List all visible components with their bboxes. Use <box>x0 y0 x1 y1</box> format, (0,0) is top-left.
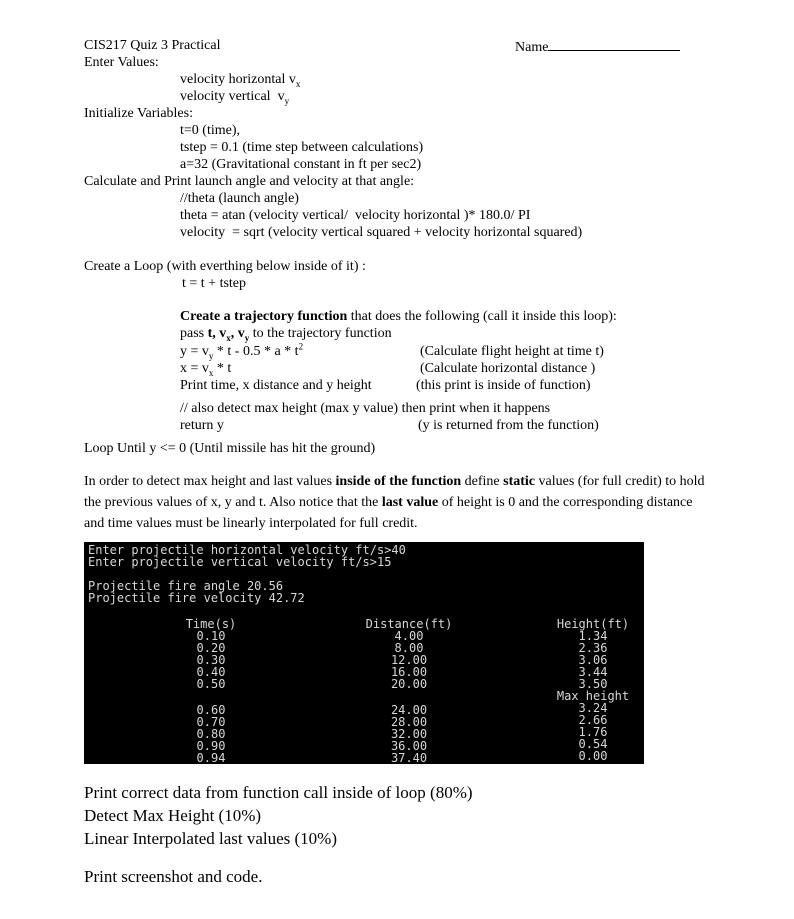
init-line: tstep = 0.1 (time step between calculations) <box>180 140 424 155</box>
console-fire-velocity: Projectile fire velocity 42.72 <box>88 591 305 605</box>
height-cell: 2.36 <box>578 641 608 655</box>
final-instruction: Print screenshot and code. <box>84 867 263 886</box>
height-cell: 2.66 <box>578 713 608 727</box>
distance-header: Distance(ft) <box>365 617 453 631</box>
x-equation-note: (Calculate horizontal distance ) <box>420 361 596 376</box>
y-equation-note: (Calculate flight height at time t) <box>420 344 604 359</box>
loop-heading: Create a Loop (with everthing below inside of it) : <box>84 259 366 274</box>
console-prompt-horizontal: Enter projectile horizontal velocity ft/s>40 <box>88 543 406 557</box>
distance-cell: 24.00 <box>390 703 428 717</box>
enter-values-heading: Enter Values: <box>84 55 159 70</box>
max-height-label: Max height <box>556 689 630 703</box>
distance-cell: 16.00 <box>390 665 428 679</box>
time-cell: 0.94 <box>196 751 226 764</box>
distance-cell: 20.00 <box>390 677 428 691</box>
height-cell: 1.34 <box>578 629 608 643</box>
init-line: t=0 (time), <box>180 123 240 138</box>
loop-increment: t = t + tstep <box>182 276 247 291</box>
init-line: a=32 (Gravitational constant in ft per sec2) <box>180 157 422 172</box>
time-cell: 0.50 <box>196 677 226 691</box>
calculate-heading: Calculate and Print launch angle and velocity at that angle: <box>84 174 415 189</box>
height-cell: 0.00 <box>578 749 608 763</box>
time-header: Time(s) <box>185 617 237 631</box>
height-column <box>546 618 640 762</box>
trajectory-intro: Create a trajectory function that does the following (call it inside this loop): <box>180 309 617 324</box>
time-cell: 0.90 <box>196 739 226 753</box>
distance-cell: 8.00 <box>394 641 424 655</box>
calc-line: theta = atan (velocity vertical/ velocity horizontal )* 180.0/ PI <box>180 208 531 223</box>
console-fire-angle: Projectile fire angle 20.56 <box>88 579 284 593</box>
time-cell: 0.60 <box>196 703 226 717</box>
height-header: Height(ft) <box>556 617 630 631</box>
height-cell: 3.24 <box>578 701 608 715</box>
trajectory-pass-line: pass t, $v_x$, $v_y$ to the trajectory function <box>180 326 392 343</box>
distance-cell: 12.00 <box>390 653 428 667</box>
console-prompt-vertical: Enter projectile vertical velocity ft/s>15 <box>88 555 392 569</box>
detect-line: // also detect max height (max y value) then print when it happens <box>180 401 551 416</box>
console-output-screenshot <box>84 542 644 764</box>
y-equation: $y = v_y * t - 0.5 * a * t^2$ <box>180 341 304 361</box>
calc-line: velocity = sqrt (velocity vertical squared + velocity horizontal squared) <box>180 225 583 240</box>
course-title: CIS217 Quiz 3 Practical <box>84 38 221 53</box>
time-cell: 0.40 <box>196 665 226 679</box>
loop-until: Loop Until y <= 0 (Until missile has hit the ground) <box>84 441 376 456</box>
calc-line: //theta (launch angle) <box>180 191 299 206</box>
distance-cell: 37.40 <box>390 751 428 764</box>
time-cell: 0.10 <box>196 629 226 643</box>
name-blank <box>548 38 680 51</box>
height-cell: 3.06 <box>578 653 608 667</box>
time-cell: 0.70 <box>196 715 226 729</box>
vx-line: velocity horizontal $v_x$ <box>180 72 301 89</box>
print-note: (this print is inside of function) <box>416 378 591 393</box>
grading-item: Print correct data from function call inside of loop (80%) <box>84 783 473 802</box>
height-cell: 3.50 <box>578 677 608 691</box>
height-cell: 0.54 <box>578 737 608 751</box>
time-cell: 0.80 <box>196 727 226 741</box>
name-field <box>515 38 680 56</box>
instructions-paragraph: In order to detect max height and last values inside of the function define static values (for full credit) to hold the previous values of x, y and t. Also notice that the last value of height is 0 and the corresponding distance and time values must be linearly interpolated for full credit. <box>84 474 705 531</box>
x-equation: $x = v_x * t$ <box>180 361 232 378</box>
vy-line: velocity vertical $v_y$ <box>180 89 290 106</box>
distance-cell: 32.00 <box>390 727 428 741</box>
distance-cell: 4.00 <box>394 629 424 643</box>
height-cell: 1.76 <box>578 725 608 739</box>
initialize-heading: Initialize Variables: <box>84 106 193 121</box>
time-cell: 0.30 <box>196 653 226 667</box>
distance-cell: 28.00 <box>390 715 428 729</box>
name-label: Name <box>515 40 549 55</box>
distance-column <box>354 618 464 764</box>
return-note: (y is returned from the function) <box>418 418 599 433</box>
grading-item: Detect Max Height (10%) <box>84 806 262 825</box>
distance-cell: 36.00 <box>390 739 428 753</box>
print-line: Print time, x distance and y height <box>180 378 372 393</box>
return-line: return y <box>180 418 224 433</box>
time-column <box>176 618 246 764</box>
time-cell: 0.20 <box>196 641 226 655</box>
grading-item: Linear Interpolated last values (10%) <box>84 829 338 848</box>
height-cell: 3.44 <box>578 665 608 679</box>
